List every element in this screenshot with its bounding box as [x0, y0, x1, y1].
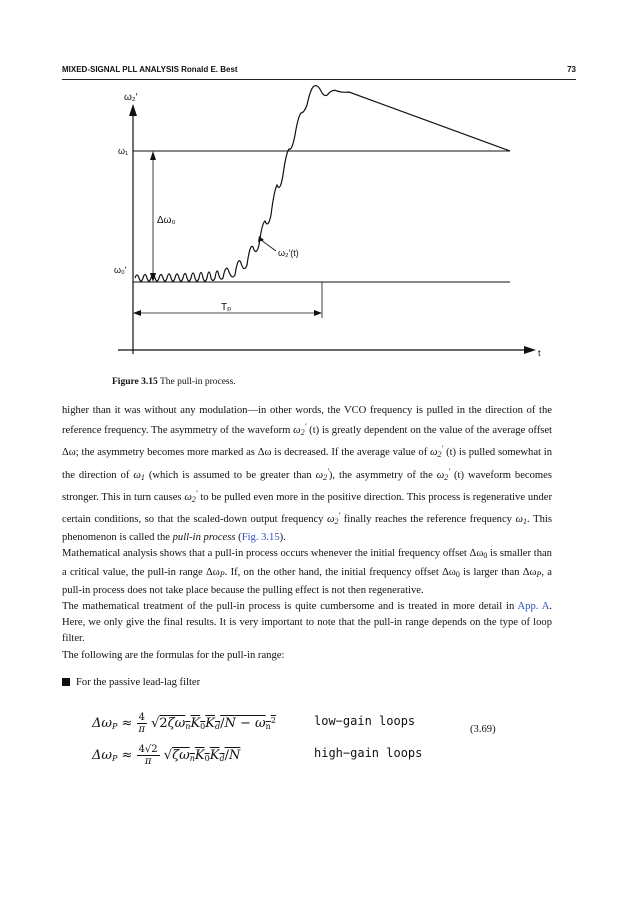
bullet-square-icon [62, 678, 70, 686]
equation-high-gain [92, 738, 562, 770]
paragraph-3: The mathematical treatment of the pull-in process is quite cumbersome and is treated in more detail in App. A. Here, we only give the final results. It is very important to note that the pull-in range depends on the type of loop filter. [62, 601, 552, 645]
label-tp: Tₚ [221, 302, 232, 313]
label-delta-w0: Δω₀ [157, 215, 176, 226]
running-header [62, 62, 576, 78]
label-w2prime-top: ω₂′ [124, 92, 138, 103]
label-high-gain: high−gain loops [314, 746, 423, 760]
formula-low-gain: $\Delta\omega_P$ ≈ $\frac{4}{\pi}$ $√2\zeta\omega_nK_0K_d/N - \omega_n^2$ [92, 712, 276, 735]
label-w0prime: ω₀′ [114, 265, 127, 275]
y-axis-arrow [129, 104, 137, 116]
caption-label: Figure 3.15 [112, 377, 158, 387]
figure-caption [112, 377, 236, 387]
w2t-leader [261, 240, 276, 251]
label-t: t [538, 348, 541, 358]
bullet-item [62, 677, 200, 688]
label-w2prime-t: ω₂′(t) [278, 248, 299, 258]
page-number: 73 [567, 65, 576, 74]
x-axis-arrow [524, 346, 536, 354]
label-low-gain: low−gain loops [314, 714, 416, 728]
paragraph-2: Mathematical analysis shows that a pull-in process occurs whenever the initial frequency offset $\Delta\omega_0$ is smaller than a critical value, the pull-in range $\Delta\omega_P$. If, on the other hand, the initial frequency offset $\Delta\omega_0$ is larger than $\Delta\omega_P$, a pull-in process does not take place because the pulling effect is not then regenerative. [62, 548, 552, 596]
equation-number: (3.69) [470, 724, 496, 735]
body-text [62, 403, 552, 664]
formula-high-gain: $\Delta\omega_P$ ≈ $\frac{4√2}{\pi}$ $√\zeta\omega_nK_0K_d/N$ [92, 744, 241, 767]
app-a-link[interactable]: App. A [517, 601, 550, 613]
term-pull-in: pull-in process [172, 532, 236, 544]
w2-waveform [135, 86, 510, 281]
fig-3-15-link[interactable]: Fig. 3.15 [241, 532, 280, 544]
paragraph-4: The following are the formulas for the pull-in range: [62, 649, 285, 661]
equation-block [92, 700, 562, 770]
bullet-text: For the passive lead-lag filter [76, 677, 201, 688]
label-w1: ω₁ [118, 146, 129, 156]
caption-text: The pull-in process. [159, 377, 236, 387]
pull-in-figure [0, 80, 636, 380]
paragraph-1: higher than it was without any modulation—in other words, the VCO frequency is pulled in the direction of the reference frequency. The asymmetry of the waveform $\omega_2'$ (t) is greatly dependent on the value of the average offset Δω; the asymmetry becomes more marked as Δω is decreased. If the average value of $\omega_2'$ (t) is pulled somewhat in the direction of $\omega_1$ (which is assumed to be greater than $\omega_2'$), the asymmetry of the $\omega_2'$ (t) waveform becomes stronger. This in turn causes $\omega_2'$ to be pulled even more in the positive direction. This process is regenerative under certain conditions, so that the scaled-down output frequency $\omega_2'$ finally reaches the reference frequency $\omega_1$. This phenomenon is called the pull-in process (Fig. 3.15). [62, 405, 552, 544]
header-title: MIXED-SIGNAL PLL ANALYSIS Ronald E. Best [62, 65, 238, 74]
